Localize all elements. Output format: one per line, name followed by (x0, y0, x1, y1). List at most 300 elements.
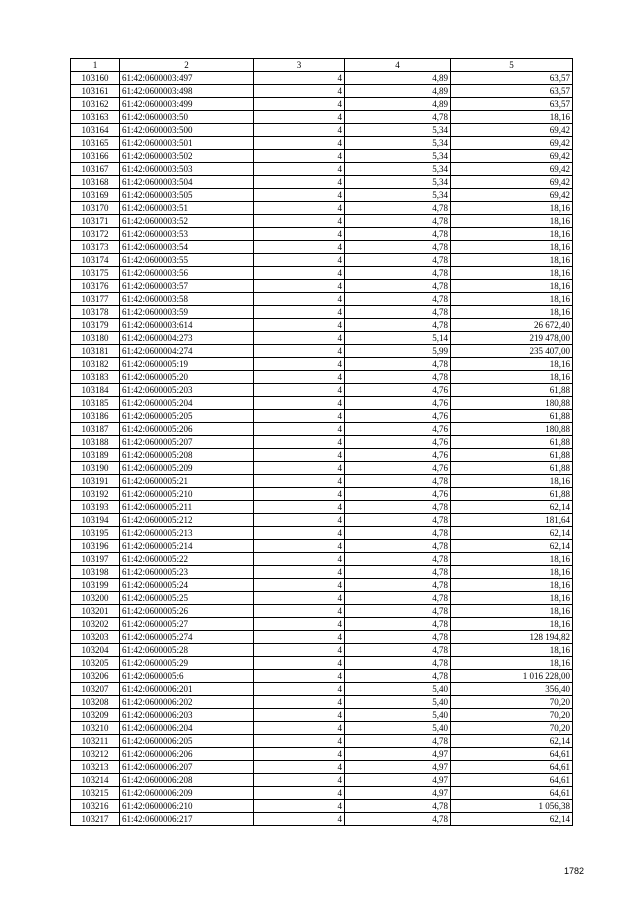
cadastral-number-cell: 61:42:0600005:211 (120, 501, 254, 514)
row-number-cell: 103193 (71, 501, 120, 514)
row-number-cell: 103187 (71, 423, 120, 436)
row-number-cell: 103195 (71, 527, 120, 540)
cadastral-number-cell: 61:42:0600003:50 (120, 111, 254, 124)
group-cell: 4 (254, 605, 345, 618)
row-number-cell: 103202 (71, 618, 120, 631)
group-cell: 4 (254, 644, 345, 657)
rate-cell: 4,78 (345, 475, 451, 488)
row-number-cell: 103184 (71, 384, 120, 397)
table-row (71, 267, 573, 280)
table-row (71, 553, 573, 566)
rate-cell: 5,34 (345, 150, 451, 163)
group-cell: 4 (254, 579, 345, 592)
cadastral-number-cell: 61:42:0600006:205 (120, 735, 254, 748)
table-row (71, 176, 573, 189)
column-header: 5 (451, 59, 573, 72)
value-cell: 69,42 (451, 163, 573, 176)
cadastral-number-cell: 61:42:0600003:499 (120, 98, 254, 111)
table-row (71, 150, 573, 163)
row-number-cell: 103211 (71, 735, 120, 748)
cadastral-number-cell: 61:42:0600005:274 (120, 631, 254, 644)
row-number-cell: 103172 (71, 228, 120, 241)
rate-cell: 5,40 (345, 722, 451, 735)
group-cell: 4 (254, 423, 345, 436)
group-cell: 4 (254, 761, 345, 774)
rate-cell: 4,78 (345, 306, 451, 319)
row-number-cell: 103191 (71, 475, 120, 488)
rate-cell: 4,78 (345, 371, 451, 384)
value-cell: 181,64 (451, 514, 573, 527)
cadastral-number-cell: 61:42:0600005:203 (120, 384, 254, 397)
table-row (71, 748, 573, 761)
group-cell: 4 (254, 540, 345, 553)
group-cell: 4 (254, 254, 345, 267)
cadastral-number-cell: 61:42:0600003:58 (120, 293, 254, 306)
group-cell: 4 (254, 514, 345, 527)
table-row (71, 813, 573, 826)
value-cell: 180,88 (451, 397, 573, 410)
table-row (71, 722, 573, 735)
table-row (71, 98, 573, 111)
value-cell: 18,16 (451, 254, 573, 267)
cadastral-number-cell: 61:42:0600005:205 (120, 410, 254, 423)
table-row (71, 488, 573, 501)
cadastral-number-cell: 61:42:0600005:209 (120, 462, 254, 475)
rate-cell: 4,76 (345, 449, 451, 462)
group-cell: 4 (254, 267, 345, 280)
value-cell: 18,16 (451, 293, 573, 306)
rate-cell: 4,78 (345, 579, 451, 592)
rate-cell: 5,34 (345, 163, 451, 176)
group-cell: 4 (254, 592, 345, 605)
group-cell: 4 (254, 358, 345, 371)
row-number-cell: 103201 (71, 605, 120, 618)
table-row (71, 436, 573, 449)
row-number-cell: 103181 (71, 345, 120, 358)
table-row (71, 475, 573, 488)
group-cell: 4 (254, 228, 345, 241)
value-cell: 18,16 (451, 228, 573, 241)
rate-cell: 4,78 (345, 540, 451, 553)
table-row (71, 514, 573, 527)
value-cell: 18,16 (451, 371, 573, 384)
group-cell: 4 (254, 280, 345, 293)
value-cell: 235 407,00 (451, 345, 573, 358)
table-row (71, 72, 573, 85)
table-row (71, 124, 573, 137)
rate-cell: 4,78 (345, 514, 451, 527)
value-cell: 69,42 (451, 189, 573, 202)
table-row (71, 85, 573, 98)
rate-cell: 4,76 (345, 488, 451, 501)
row-number-cell: 103210 (71, 722, 120, 735)
cadastral-number-cell: 61:42:0600005:19 (120, 358, 254, 371)
group-cell: 4 (254, 501, 345, 514)
group-cell: 4 (254, 241, 345, 254)
table-row (71, 319, 573, 332)
cadastral-number-cell: 61:42:0600003:57 (120, 280, 254, 293)
table-row (71, 189, 573, 202)
table-row (71, 241, 573, 254)
table-body (71, 72, 573, 826)
value-cell: 18,16 (451, 618, 573, 631)
group-cell: 4 (254, 384, 345, 397)
column-header: 3 (254, 59, 345, 72)
group-cell: 4 (254, 618, 345, 631)
value-cell: 61,88 (451, 488, 573, 501)
row-number-cell: 103170 (71, 202, 120, 215)
rate-cell: 5,40 (345, 709, 451, 722)
value-cell: 64,61 (451, 748, 573, 761)
row-number-cell: 103163 (71, 111, 120, 124)
cadastral-number-cell: 61:42:0600003:504 (120, 176, 254, 189)
cadastral-number-cell: 61:42:0600005:25 (120, 592, 254, 605)
table-row (71, 800, 573, 813)
rate-cell: 4,78 (345, 267, 451, 280)
cadastral-number-cell: 61:42:0600004:274 (120, 345, 254, 358)
value-cell: 18,16 (451, 280, 573, 293)
group-cell: 4 (254, 683, 345, 696)
value-cell: 64,61 (451, 774, 573, 787)
value-cell: 69,42 (451, 137, 573, 150)
row-number-cell: 103192 (71, 488, 120, 501)
rate-cell: 4,97 (345, 748, 451, 761)
row-number-cell: 103199 (71, 579, 120, 592)
group-cell: 4 (254, 137, 345, 150)
row-number-cell: 103180 (71, 332, 120, 345)
table-row (71, 605, 573, 618)
cadastral-number-cell: 61:42:0600005:213 (120, 527, 254, 540)
table-row (71, 761, 573, 774)
rate-cell: 5,99 (345, 345, 451, 358)
table-row (71, 111, 573, 124)
value-cell: 1 056,38 (451, 800, 573, 813)
row-number-cell: 103177 (71, 293, 120, 306)
rate-cell: 4,78 (345, 501, 451, 514)
cadastral-number-cell: 61:42:0600003:497 (120, 72, 254, 85)
table-row (71, 423, 573, 436)
row-number-cell: 103160 (71, 72, 120, 85)
cadastral-number-cell: 61:42:0600006:217 (120, 813, 254, 826)
group-cell: 4 (254, 813, 345, 826)
table-row (71, 618, 573, 631)
table-row (71, 384, 573, 397)
table-row (71, 631, 573, 644)
row-number-cell: 103207 (71, 683, 120, 696)
rate-cell: 4,78 (345, 254, 451, 267)
row-number-cell: 103215 (71, 787, 120, 800)
rate-cell: 4,78 (345, 241, 451, 254)
group-cell: 4 (254, 176, 345, 189)
rate-cell: 4,76 (345, 384, 451, 397)
table-row (71, 371, 573, 384)
rate-cell: 4,89 (345, 98, 451, 111)
group-cell: 4 (254, 527, 345, 540)
value-cell: 61,88 (451, 449, 573, 462)
group-cell: 4 (254, 319, 345, 332)
group-cell: 4 (254, 774, 345, 787)
rate-cell: 4,89 (345, 72, 451, 85)
table-row (71, 137, 573, 150)
group-cell: 4 (254, 462, 345, 475)
value-cell: 128 194,82 (451, 631, 573, 644)
row-number-cell: 103167 (71, 163, 120, 176)
value-cell: 63,57 (451, 72, 573, 85)
row-number-cell: 103198 (71, 566, 120, 579)
rate-cell: 4,78 (345, 618, 451, 631)
table-row (71, 579, 573, 592)
value-cell: 18,16 (451, 566, 573, 579)
row-number-cell: 103203 (71, 631, 120, 644)
cadastral-number-cell: 61:42:0600003:501 (120, 137, 254, 150)
table-row (71, 683, 573, 696)
row-number-cell: 103183 (71, 371, 120, 384)
table-row (71, 293, 573, 306)
cadastral-number-cell: 61:42:0600003:502 (120, 150, 254, 163)
rate-cell: 4,76 (345, 462, 451, 475)
cadastral-number-cell: 61:42:0600003:55 (120, 254, 254, 267)
value-cell: 61,88 (451, 436, 573, 449)
row-number-cell: 103173 (71, 241, 120, 254)
column-header: 2 (120, 59, 254, 72)
cadastral-number-cell: 61:42:0600005:29 (120, 657, 254, 670)
value-cell: 18,16 (451, 267, 573, 280)
value-cell: 69,42 (451, 176, 573, 189)
rate-cell: 4,78 (345, 319, 451, 332)
cadastral-number-cell: 61:42:0600003:614 (120, 319, 254, 332)
rate-cell: 4,78 (345, 358, 451, 371)
row-number-cell: 103206 (71, 670, 120, 683)
value-cell: 18,16 (451, 202, 573, 215)
group-cell: 4 (254, 332, 345, 345)
table-row (71, 345, 573, 358)
table-row (71, 397, 573, 410)
cadastral-number-cell: 61:42:0600005:23 (120, 566, 254, 579)
value-cell: 180,88 (451, 423, 573, 436)
value-cell: 1 016 228,00 (451, 670, 573, 683)
table-row (71, 306, 573, 319)
row-number-cell: 103190 (71, 462, 120, 475)
row-number-cell: 103168 (71, 176, 120, 189)
rate-cell: 4,78 (345, 670, 451, 683)
group-cell: 4 (254, 189, 345, 202)
row-number-cell: 103197 (71, 553, 120, 566)
group-cell: 4 (254, 410, 345, 423)
rate-cell: 5,34 (345, 176, 451, 189)
table-row (71, 566, 573, 579)
rate-cell: 5,34 (345, 137, 451, 150)
value-cell: 18,16 (451, 592, 573, 605)
rate-cell: 4,76 (345, 436, 451, 449)
group-cell: 4 (254, 657, 345, 670)
group-cell: 4 (254, 696, 345, 709)
rate-cell: 4,78 (345, 202, 451, 215)
cadastral-number-cell: 61:42:0600005:207 (120, 436, 254, 449)
group-cell: 4 (254, 553, 345, 566)
rate-cell: 4,78 (345, 813, 451, 826)
value-cell: 62,14 (451, 501, 573, 514)
row-number-cell: 103204 (71, 644, 120, 657)
rate-cell: 4,78 (345, 657, 451, 670)
table-row (71, 527, 573, 540)
rate-cell: 5,34 (345, 124, 451, 137)
row-number-cell: 103194 (71, 514, 120, 527)
table-row (71, 787, 573, 800)
rate-cell: 4,78 (345, 553, 451, 566)
group-cell: 4 (254, 709, 345, 722)
group-cell: 4 (254, 215, 345, 228)
value-cell: 62,14 (451, 540, 573, 553)
value-cell: 18,16 (451, 475, 573, 488)
group-cell: 4 (254, 306, 345, 319)
row-number-cell: 103208 (71, 696, 120, 709)
value-cell: 18,16 (451, 241, 573, 254)
cadastral-value-table (70, 58, 573, 826)
rate-cell: 4,78 (345, 605, 451, 618)
value-cell: 26 672,40 (451, 319, 573, 332)
value-cell: 64,61 (451, 761, 573, 774)
group-cell: 4 (254, 124, 345, 137)
value-cell: 18,16 (451, 579, 573, 592)
value-cell: 61,88 (451, 384, 573, 397)
group-cell: 4 (254, 748, 345, 761)
row-number-cell: 103166 (71, 150, 120, 163)
rate-cell: 4,97 (345, 774, 451, 787)
table-row (71, 332, 573, 345)
cadastral-number-cell: 61:42:0600003:59 (120, 306, 254, 319)
value-cell: 61,88 (451, 462, 573, 475)
group-cell: 4 (254, 98, 345, 111)
value-cell: 18,16 (451, 553, 573, 566)
rate-cell: 4,78 (345, 111, 451, 124)
value-cell: 18,16 (451, 657, 573, 670)
cadastral-number-cell: 61:42:0600003:54 (120, 241, 254, 254)
cadastral-number-cell: 61:42:0600003:498 (120, 85, 254, 98)
value-cell: 356,40 (451, 683, 573, 696)
row-number-cell: 103188 (71, 436, 120, 449)
rate-cell: 4,78 (345, 228, 451, 241)
value-cell: 61,88 (451, 410, 573, 423)
row-number-cell: 103209 (71, 709, 120, 722)
group-cell: 4 (254, 670, 345, 683)
value-cell: 18,16 (451, 215, 573, 228)
cadastral-number-cell: 61:42:0600006:203 (120, 709, 254, 722)
rate-cell: 4,89 (345, 85, 451, 98)
rate-cell: 4,97 (345, 761, 451, 774)
table-row (71, 709, 573, 722)
rate-cell: 5,40 (345, 683, 451, 696)
group-cell: 4 (254, 436, 345, 449)
row-number-cell: 103196 (71, 540, 120, 553)
table-row (71, 657, 573, 670)
cadastral-number-cell: 61:42:0600005:6 (120, 670, 254, 683)
row-number-cell: 103162 (71, 98, 120, 111)
group-cell: 4 (254, 475, 345, 488)
row-number-cell: 103216 (71, 800, 120, 813)
rate-cell: 4,76 (345, 423, 451, 436)
rate-cell: 4,78 (345, 592, 451, 605)
group-cell: 4 (254, 293, 345, 306)
group-cell: 4 (254, 72, 345, 85)
rate-cell: 4,76 (345, 397, 451, 410)
group-cell: 4 (254, 449, 345, 462)
group-cell: 4 (254, 345, 345, 358)
column-header: 4 (345, 59, 451, 72)
table-row (71, 540, 573, 553)
value-cell: 219 478,00 (451, 332, 573, 345)
rate-cell: 5,40 (345, 696, 451, 709)
table-row (71, 592, 573, 605)
table-row (71, 215, 573, 228)
cadastral-number-cell: 61:42:0600005:28 (120, 644, 254, 657)
table-row (71, 228, 573, 241)
rate-cell: 5,34 (345, 189, 451, 202)
value-cell: 62,14 (451, 813, 573, 826)
row-number-cell: 103214 (71, 774, 120, 787)
row-number-cell: 103164 (71, 124, 120, 137)
cadastral-number-cell: 61:42:0600006:206 (120, 748, 254, 761)
row-number-cell: 103175 (71, 267, 120, 280)
row-number-cell: 103161 (71, 85, 120, 98)
cadastral-number-cell: 61:42:0600005:26 (120, 605, 254, 618)
row-number-cell: 103176 (71, 280, 120, 293)
cadastral-number-cell: 61:42:0600003:505 (120, 189, 254, 202)
table-row (71, 280, 573, 293)
group-cell: 4 (254, 397, 345, 410)
rate-cell: 4,78 (345, 293, 451, 306)
rate-cell: 4,76 (345, 410, 451, 423)
table-row (71, 670, 573, 683)
cadastral-number-cell: 61:42:0600006:209 (120, 787, 254, 800)
cadastral-number-cell: 61:42:0600006:207 (120, 761, 254, 774)
table-row (71, 202, 573, 215)
value-cell: 63,57 (451, 85, 573, 98)
group-cell: 4 (254, 488, 345, 501)
value-cell: 18,16 (451, 111, 573, 124)
table-header-row (71, 59, 573, 72)
group-cell: 4 (254, 566, 345, 579)
cadastral-number-cell: 61:42:0600003:503 (120, 163, 254, 176)
rate-cell: 4,78 (345, 644, 451, 657)
group-cell: 4 (254, 787, 345, 800)
group-cell: 4 (254, 85, 345, 98)
rate-cell: 4,78 (345, 527, 451, 540)
cadastral-number-cell: 61:42:0600005:204 (120, 397, 254, 410)
group-cell: 4 (254, 800, 345, 813)
value-cell: 70,20 (451, 696, 573, 709)
value-cell: 18,16 (451, 358, 573, 371)
row-number-cell: 103165 (71, 137, 120, 150)
table-row (71, 696, 573, 709)
row-number-cell: 103171 (71, 215, 120, 228)
cadastral-number-cell: 61:42:0600006:210 (120, 800, 254, 813)
table-row (71, 735, 573, 748)
cadastral-number-cell: 61:42:0600005:208 (120, 449, 254, 462)
value-cell: 18,16 (451, 644, 573, 657)
cadastral-number-cell: 61:42:0600005:20 (120, 371, 254, 384)
table-row (71, 501, 573, 514)
cadastral-number-cell: 61:42:0600005:24 (120, 579, 254, 592)
row-number-cell: 103185 (71, 397, 120, 410)
group-cell: 4 (254, 722, 345, 735)
cadastral-number-cell: 61:42:0600003:56 (120, 267, 254, 280)
cadastral-number-cell: 61:42:0600005:21 (120, 475, 254, 488)
value-cell: 69,42 (451, 150, 573, 163)
cadastral-number-cell: 61:42:0600006:201 (120, 683, 254, 696)
row-number-cell: 103212 (71, 748, 120, 761)
rate-cell: 4,97 (345, 787, 451, 800)
table-row (71, 163, 573, 176)
